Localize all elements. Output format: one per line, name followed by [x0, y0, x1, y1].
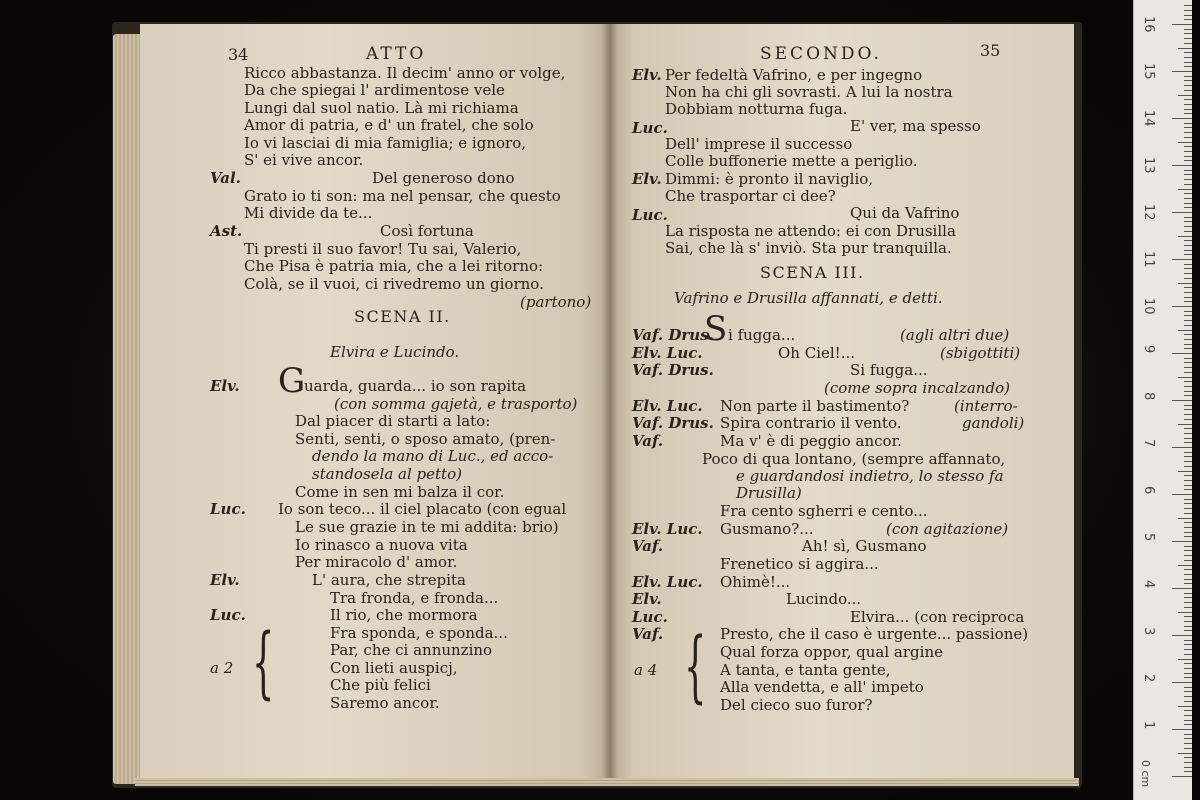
speaker-label: Vaf.	[632, 537, 664, 555]
ruler-tick	[1184, 452, 1192, 453]
ruler-number: 13	[1141, 157, 1156, 174]
verse-line: Fra sponda, e sponda...	[330, 624, 508, 642]
verse-line: Qual forza oppor, qual argine	[720, 643, 943, 661]
ruler-tick	[1184, 367, 1192, 368]
ruler-tick	[1184, 569, 1192, 570]
ruler-tick	[1184, 724, 1192, 725]
ruler-number: 10	[1141, 298, 1156, 315]
verse-line: Par, che ci annunzino	[330, 641, 493, 659]
ruler-number: 8	[1141, 392, 1156, 401]
ruler-tick	[1184, 358, 1192, 359]
verse-line: Del generoso dono	[372, 169, 515, 187]
ruler-tick	[1184, 217, 1192, 218]
ruler-tick	[1178, 236, 1192, 237]
ruler-tick	[1184, 268, 1192, 269]
ruler-tick	[1184, 555, 1192, 556]
ruler-tick	[1184, 325, 1192, 326]
verse-line: Con lieti auspicj,	[330, 659, 458, 677]
ruler-tick	[1184, 574, 1192, 575]
ruler-tick	[1184, 560, 1192, 561]
ruler-tick	[1172, 635, 1192, 636]
ruler-tick	[1184, 127, 1192, 128]
ruler-tick	[1184, 334, 1192, 335]
ruler-tick	[1184, 179, 1192, 180]
verse-line: Qui da Vafrino	[850, 204, 960, 222]
ruler-tick	[1178, 48, 1192, 49]
verse-line: Da che spiegai l' ardimentose vele	[244, 81, 505, 99]
ruler-tick	[1184, 696, 1192, 697]
ruler-tick	[1184, 602, 1192, 603]
ruler-tick	[1184, 160, 1192, 161]
stage-direction: dendo la mano di Luc., ed acco-	[312, 447, 554, 465]
ruler-tick	[1184, 691, 1192, 692]
verse-line: Colà, se il vuoi, ci rivedremo un giorno.	[244, 275, 544, 293]
ruler-tick	[1184, 170, 1192, 171]
ruler-tick	[1184, 311, 1192, 312]
ruler-tick	[1178, 565, 1192, 566]
speaker-label: Val.	[210, 169, 241, 187]
ruler-number: 2	[1141, 674, 1156, 683]
speaker-label: Luc.	[632, 608, 668, 626]
ruler-tick	[1178, 95, 1192, 96]
speaker-label: Luc.	[210, 606, 246, 624]
ruler-tick	[1184, 668, 1192, 669]
ruler-tick	[1184, 381, 1192, 382]
ruler-tick	[1172, 24, 1192, 25]
ruler-tick	[1184, 203, 1192, 204]
verse-line: Che più felici	[330, 676, 431, 694]
ruler-tick	[1184, 146, 1192, 147]
verse-line: Il rio, che mormora	[330, 606, 478, 624]
speaker-label: Elv. Luc.	[632, 397, 703, 415]
page-edges-bottom	[135, 778, 1079, 786]
left-page	[140, 24, 610, 780]
verse-line: Senti, senti, o sposo amato, (pren-	[295, 430, 556, 448]
ruler-tick	[1172, 400, 1192, 401]
ruler-tick	[1184, 767, 1192, 768]
scene-heading: SCENA III.	[760, 263, 865, 282]
ruler-tick	[1178, 471, 1192, 472]
verse-line: Poco di qua lontano, (sempre affannato,	[702, 450, 1006, 468]
ruler-number: 15	[1141, 63, 1156, 80]
ruler-tick	[1184, 43, 1192, 44]
running-head-left: ATTO	[366, 44, 427, 64]
ruler-tick	[1184, 174, 1192, 175]
ruler-tick	[1172, 776, 1192, 777]
ruler-tick	[1184, 734, 1192, 735]
ruler-tick	[1184, 132, 1192, 133]
ruler-tick	[1184, 687, 1192, 688]
verse-line: E' ver, ma spesso	[850, 117, 981, 135]
ruler-tick	[1184, 66, 1192, 67]
verse-line: uarda, guarda... io son rapita	[304, 377, 527, 395]
verse-line: Del cieco suo furor?	[720, 696, 873, 714]
ruler-tick	[1184, 231, 1192, 232]
speaker-label: Elv.	[632, 590, 662, 608]
ruler-tick	[1178, 753, 1192, 754]
ruler-tick	[1184, 226, 1192, 227]
ruler-tick	[1184, 250, 1192, 251]
ruler-tick	[1184, 273, 1192, 274]
ruler-tick	[1178, 330, 1192, 331]
ruler-tick	[1184, 29, 1192, 30]
verse-line: Dobbiam notturna fuga.	[665, 100, 848, 118]
ruler-tick	[1184, 485, 1192, 486]
ruler-tick	[1178, 283, 1192, 284]
ruler-tick	[1184, 99, 1192, 100]
ruler-tick	[1184, 442, 1192, 443]
speaker-label: Luc.	[632, 206, 668, 224]
ruler-tick	[1184, 151, 1192, 152]
ruler-tick	[1184, 480, 1192, 481]
ruler-tick	[1184, 315, 1192, 316]
ruler-tick	[1184, 5, 1192, 6]
ruler-tick	[1172, 353, 1192, 354]
ruler-tick	[1184, 654, 1192, 655]
verse-line: Saremo ancor.	[330, 694, 440, 712]
ruler-tick	[1184, 254, 1192, 255]
ruler-tick	[1184, 137, 1192, 138]
stage-direction: e guardandosi indietro, lo stesso fa	[736, 467, 1004, 485]
ruler-tick	[1178, 377, 1192, 378]
ruler-tick	[1184, 33, 1192, 34]
speaker-label: Luc.	[210, 500, 246, 518]
stage-direction: (con somma gajetà, e trasporto)	[334, 395, 578, 413]
ruler-tick	[1184, 466, 1192, 467]
ruler-tick	[1184, 297, 1192, 298]
ruler-tick	[1184, 438, 1192, 439]
stage-direction: (sbigottiti)	[940, 344, 1021, 362]
verse-line: Presto, che il caso è urgente... passione)	[720, 625, 1029, 643]
ruler-tick	[1184, 391, 1192, 392]
ruler-tick	[1184, 419, 1192, 420]
ruler-tick	[1184, 38, 1192, 39]
ruler-tick	[1178, 142, 1192, 143]
ruler-tick	[1184, 701, 1192, 702]
ruler-tick	[1184, 433, 1192, 434]
ruler-tick	[1184, 546, 1192, 547]
verse-line: Così fortuna	[380, 222, 474, 240]
stage-direction: (interro-	[954, 397, 1018, 415]
verse-line: Sai, che là s' inviò. Sta pur tranquilla.	[665, 239, 952, 257]
ruler-tick	[1184, 626, 1192, 627]
verse-line: Colle buffonerie mette a periglio.	[665, 152, 918, 170]
speaker-label: Elv.	[632, 170, 662, 188]
ruler-tick	[1184, 109, 1192, 110]
ruler-tick	[1184, 508, 1192, 509]
ruler-tick	[1172, 118, 1192, 119]
ruler-tick	[1172, 259, 1192, 260]
verse-line: Non ha chi gli sovrasti. A lui la nostra	[665, 83, 953, 101]
ruler-tick	[1172, 447, 1192, 448]
ruler-tick	[1172, 494, 1192, 495]
ruler-tick	[1184, 597, 1192, 598]
ruler-tick	[1184, 720, 1192, 721]
page-number-right: 35	[980, 41, 1001, 60]
ruler-number: 4	[1141, 580, 1156, 589]
verse-line: Ricco abbastanza. Il decim' anno or volge,	[244, 64, 566, 82]
ruler-tick	[1184, 85, 1192, 86]
ruler-tick	[1184, 240, 1192, 241]
ruler-tick	[1184, 579, 1192, 580]
verse-line: Lungi dal suol natio. Là mi richiama	[244, 99, 519, 117]
verse-line: Che trasportar ci dee?	[665, 187, 836, 205]
ruler-tick	[1184, 10, 1192, 11]
ruler-tick	[1172, 729, 1192, 730]
verse-line: Frenetico si aggira...	[720, 555, 879, 573]
ruler-tick	[1184, 630, 1192, 631]
verse-line: Io rinasco a nuova vita	[295, 536, 468, 554]
ruler-tick	[1184, 527, 1192, 528]
verse-line: Gusmano?...	[720, 520, 814, 538]
ruler-tick	[1184, 207, 1192, 208]
verse-line: S' ei vive ancor.	[244, 151, 364, 169]
speaker-label: Elv. Luc.	[632, 344, 703, 362]
ruler-number: 11	[1141, 251, 1156, 268]
ruler-tick	[1184, 80, 1192, 81]
ruler-tick	[1184, 386, 1192, 387]
ensemble-marker: a 2	[210, 659, 234, 677]
brace-symbol: {	[252, 618, 275, 708]
ruler-tick	[1184, 673, 1192, 674]
ruler-tick	[1184, 348, 1192, 349]
verse-line: A tanta, e tanta gente,	[720, 661, 891, 679]
ruler-tick	[1184, 90, 1192, 91]
ruler-tick	[1184, 123, 1192, 124]
ruler-tick	[1184, 245, 1192, 246]
ruler-number: 12	[1141, 204, 1156, 221]
scene-characters: Elvira e Lucindo.	[330, 343, 460, 361]
verse-line: Fra cento sgherri e cento...	[720, 502, 928, 520]
ruler-tick	[1184, 461, 1192, 462]
ruler-tick	[1184, 198, 1192, 199]
ruler-tick	[1178, 659, 1192, 660]
verse-line: Si fugga...	[850, 361, 928, 379]
ruler-tick	[1184, 738, 1192, 739]
ruler-number: 3	[1141, 627, 1156, 636]
ruler-tick	[1184, 362, 1192, 363]
ruler-tick	[1172, 682, 1192, 683]
ruler-tick	[1178, 518, 1192, 519]
ruler-tick	[1184, 156, 1192, 157]
ruler-tick	[1184, 221, 1192, 222]
ruler-tick	[1184, 532, 1192, 533]
ruler-tick	[1172, 212, 1192, 213]
stage-direction: (agli altri due)	[900, 326, 1010, 344]
ruler-tick	[1184, 710, 1192, 711]
ruler-tick	[1184, 644, 1192, 645]
ruler-tick	[1184, 456, 1192, 457]
ruler-tick	[1184, 15, 1192, 16]
running-head-right: SECONDO.	[760, 44, 882, 64]
ruler-tick	[1184, 184, 1192, 185]
ruler-tick	[1172, 588, 1192, 589]
ruler-tick	[1184, 414, 1192, 415]
stage-direction: standosela al petto)	[312, 465, 462, 483]
ruler-tick	[1172, 165, 1192, 166]
speaker-label: Vaf.	[632, 432, 664, 450]
ruler-tick	[1172, 71, 1192, 72]
verse-line: Io son teco... il ciel placato (con egual	[278, 500, 567, 518]
speaker-label: Vaf. Drus.	[632, 326, 714, 344]
ruler-tick	[1184, 409, 1192, 410]
ruler-tick	[1184, 292, 1192, 293]
book-gutter	[602, 24, 618, 780]
ruler-number: 14	[1141, 110, 1156, 127]
verse-line: Io vi lasciai di mia famiglia; e ignoro,	[244, 134, 526, 152]
verse-line: i fugga...	[728, 326, 796, 344]
ruler-number: 5	[1141, 533, 1156, 542]
ruler-tick	[1184, 278, 1192, 279]
ruler-tick	[1184, 76, 1192, 77]
ruler-tick	[1172, 541, 1192, 542]
speaker-label: Vaf. Drus.	[632, 361, 714, 379]
ruler-tick	[1184, 757, 1192, 758]
ruler-tick	[1184, 621, 1192, 622]
speaker-label: Elv. Luc.	[632, 573, 703, 591]
ruler-tick	[1184, 522, 1192, 523]
scene-characters: Vafrino e Drusilla affannati, e detti.	[674, 289, 943, 307]
ruler-tick	[1184, 264, 1192, 265]
verse-line: Le sue grazie in te mi addita: brio)	[295, 518, 559, 536]
scene-heading: SCENA II.	[354, 307, 451, 326]
verse-line: Elvira... (con reciproca	[850, 608, 1025, 626]
ruler-number: 16	[1141, 16, 1156, 33]
verse-line: Ma v' è di peggio ancor.	[720, 432, 902, 450]
ruler-tick	[1178, 706, 1192, 707]
verse-line: Alla vendetta, e all' impeto	[720, 678, 924, 696]
verse-line: La risposta ne attendo: ei con Drusilla	[665, 222, 956, 240]
speaker-label: Vaf.	[632, 625, 664, 643]
ruler-tick	[1184, 743, 1192, 744]
ruler-tick	[1184, 489, 1192, 490]
ruler-tick	[1184, 593, 1192, 594]
ruler-tick	[1184, 395, 1192, 396]
ruler-tick	[1184, 607, 1192, 608]
ruler-tick	[1184, 513, 1192, 514]
ruler-number: 1	[1141, 721, 1156, 730]
ruler-tick	[1184, 405, 1192, 406]
ruler-tick	[1184, 536, 1192, 537]
ruler-tick	[1184, 550, 1192, 551]
ruler-number: 7	[1141, 439, 1156, 448]
ruler-tick	[1184, 57, 1192, 58]
ruler-tick	[1184, 677, 1192, 678]
drop-cap: S	[704, 309, 728, 349]
verse-line: Ah! sì, Gusmano	[802, 537, 927, 555]
stage-direction: gandoli)	[962, 414, 1025, 432]
right-page	[610, 24, 1074, 780]
speaker-label: Ast.	[210, 222, 243, 240]
ruler-tick	[1184, 301, 1192, 302]
drop-cap: G	[278, 361, 306, 401]
verse-line: Dal piacer di starti a lato:	[295, 412, 491, 430]
verse-line: Dimmi: è pronto il naviglio,	[665, 170, 874, 188]
verse-line: Per fedeltà Vafrino, e per ingegno	[665, 66, 923, 84]
ruler-tick	[1184, 640, 1192, 641]
ruler-tick	[1184, 113, 1192, 114]
speaker-label: Luc.	[632, 119, 668, 137]
ruler-tick	[1178, 612, 1192, 613]
speaker-label: Elv. Luc.	[632, 520, 703, 538]
ruler-tick	[1184, 287, 1192, 288]
ruler-tick	[1178, 189, 1192, 190]
verse-line: Oh Ciel!...	[778, 344, 856, 362]
page-number-left: 34	[228, 45, 249, 64]
stage-direction: (con agitazione)	[886, 520, 1009, 538]
verse-line: Come in sen mi balza il cor.	[295, 483, 505, 501]
ruler-tick	[1184, 428, 1192, 429]
verse-line: Spira contrario il vento.	[720, 414, 902, 432]
ruler-tick	[1184, 62, 1192, 63]
stage-direction: Drusilla)	[736, 484, 802, 502]
ruler-tick	[1184, 649, 1192, 650]
stage-direction: (come sopra incalzando)	[824, 379, 1010, 397]
ruler-tick	[1184, 503, 1192, 504]
brace-symbol: {	[684, 622, 707, 712]
ruler-tick	[1184, 52, 1192, 53]
ruler-tick	[1184, 499, 1192, 500]
ruler-tick	[1184, 771, 1192, 772]
ruler-tick	[1184, 715, 1192, 716]
ruler-tick	[1184, 616, 1192, 617]
verse-line: Mi divide da te...	[244, 204, 373, 222]
ruler-tick	[1184, 475, 1192, 476]
speaker-label: Vaf. Drus.	[632, 414, 714, 432]
measuring-ruler	[1133, 0, 1192, 800]
ruler-tick	[1184, 583, 1192, 584]
stage-direction: (partono)	[520, 293, 592, 311]
speaker-label: Elv.	[632, 66, 662, 84]
ruler-tick	[1184, 748, 1192, 749]
ruler-number: 6	[1141, 486, 1156, 495]
ruler-tick	[1184, 19, 1192, 20]
ruler-tick	[1184, 320, 1192, 321]
ruler-tick	[1184, 372, 1192, 373]
verse-line: Dell' imprese il successo	[665, 135, 853, 153]
ruler-tick	[1184, 339, 1192, 340]
ruler-unit-label: 0 cm	[1139, 760, 1152, 788]
ensemble-marker: a 4	[634, 661, 658, 679]
ruler-tick	[1184, 762, 1192, 763]
verse-line: Ti presti il suo favor! Tu sai, Valerio,	[244, 240, 522, 258]
ruler-tick	[1184, 344, 1192, 345]
ruler-tick	[1184, 193, 1192, 194]
ruler-tick	[1178, 424, 1192, 425]
verse-line: Lucindo...	[786, 590, 862, 608]
speaker-label: Elv.	[210, 377, 240, 395]
verse-line: Per miracolo d' amor.	[295, 553, 458, 571]
speaker-label: Elv.	[210, 571, 240, 589]
ruler-tick	[1172, 306, 1192, 307]
verse-line: Non parte il bastimento?	[720, 397, 910, 415]
verse-line: Tra fronda, e fronda...	[330, 589, 499, 607]
verse-line: Amor di patria, e d' un fratel, che solo	[244, 116, 534, 134]
verse-line: L' aura, che strepita	[312, 571, 466, 589]
ruler-tick	[1184, 663, 1192, 664]
verse-line: Grato io ti son: ma nel pensar, che questo	[244, 187, 561, 205]
ruler-tick	[1184, 104, 1192, 105]
verse-line: Che Pisa è patria mia, che a lei ritorno:	[244, 257, 544, 275]
verse-line: Ohimè!...	[720, 573, 791, 591]
ruler-number: 9	[1141, 345, 1156, 354]
